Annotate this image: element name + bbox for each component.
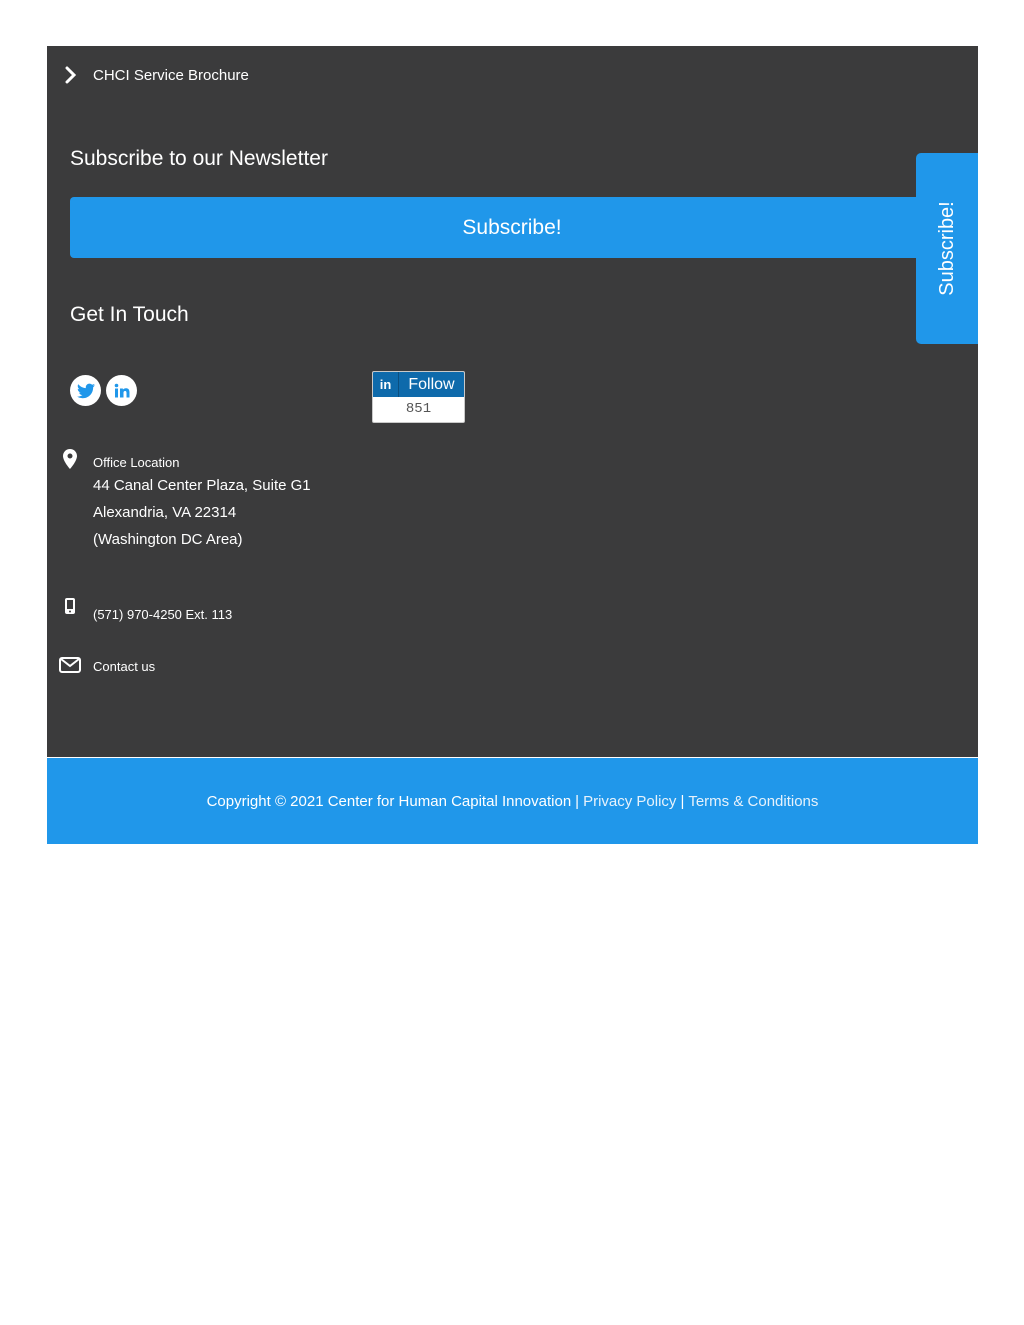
brochure-link-label: CHCI Service Brochure [93, 66, 249, 84]
email-contact [59, 654, 155, 676]
phone-contact [59, 596, 232, 622]
phone-number: (571) 970-4250 Ext. 113 [93, 607, 233, 622]
privacy-policy-link[interactable]: Privacy Policy [583, 792, 677, 810]
office-location-label: Office Location [93, 455, 180, 470]
linkedin-follower-count: 851 [373, 397, 464, 421]
newsletter-heading: Subscribe to our Newsletter [70, 147, 328, 170]
linkedin-follow-header [373, 372, 464, 397]
address-line-2: Alexandria, VA 22314 [93, 504, 237, 521]
social-links [70, 375, 137, 406]
chevron-right-icon [63, 66, 79, 84]
get-in-touch-heading: Get In Touch [70, 303, 189, 326]
map-pin-icon [59, 448, 81, 470]
copyright-separator-2: | [680, 792, 685, 810]
twitter-icon [77, 383, 95, 399]
linkedin-icon [114, 383, 130, 399]
subscribe-side-tab-label: Subscribe! [935, 201, 958, 296]
address-line-1: 44 Canal Center Plaza, Suite G1 [93, 477, 311, 494]
mobile-phone-icon [59, 596, 81, 618]
linkedin-follow-label: Follow [408, 375, 455, 393]
linkedin-in-icon: in [373, 372, 399, 397]
subscribe-side-tab[interactable] [916, 153, 978, 344]
terms-conditions-link[interactable]: Terms & Conditions [688, 792, 819, 810]
address-line-3: (Washington DC Area) [93, 531, 243, 548]
footer [47, 46, 978, 757]
contact-us-link[interactable]: Contact us [93, 659, 156, 674]
copyright-bar [47, 758, 978, 844]
subscribe-button[interactable]: Subscribe! [70, 197, 954, 258]
twitter-link[interactable] [70, 375, 101, 406]
linkedin-follow-button[interactable] [372, 371, 465, 423]
brochure-link[interactable] [63, 66, 249, 84]
linkedin-link[interactable] [106, 375, 137, 406]
copyright-text: Copyright © 2021 Center for Human Capital Innovation [206, 792, 572, 810]
office-location [59, 448, 311, 553]
envelope-icon [59, 654, 81, 676]
copyright-separator: | [575, 792, 580, 810]
